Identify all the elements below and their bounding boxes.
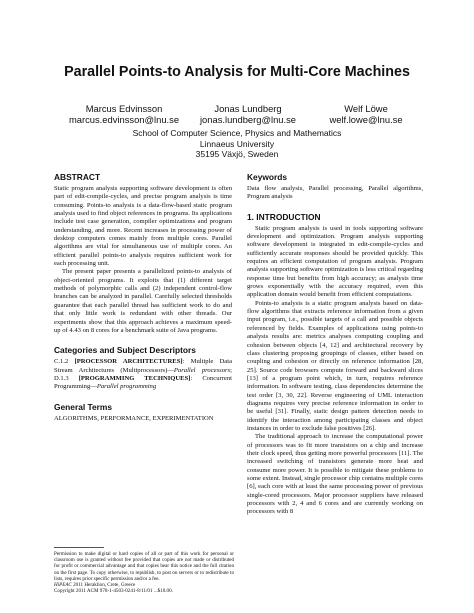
- ccs-class: [PROCESSOR ARCHITECTURES]: [74, 358, 183, 366]
- general-terms-heading: General Terms: [54, 401, 113, 412]
- ccs-text: : Multiple Data Stream Architectures (Multiprocessors)—: [54, 358, 232, 374]
- ccs-code: ; D.1.3: [54, 366, 232, 382]
- permission-text: Permission to make digital or hard copies of all or part of this work for personal or classroom use is granted without fee provided that copies are not made or distributed for profit or commercial advantage and that copies bear this notice and the full citation on the first page. To copy otherwise, to republish, to post on servers or to redistribute to lists, requires prior specific permission and/or a fee.: [54, 551, 234, 582]
- author-block: [296, 103, 436, 125]
- right-column: [247, 172, 423, 517]
- footnote-divider: [54, 547, 104, 548]
- introduction-paragraph: The traditional approach to increase the computational power of processors was to fit more transistors on a chip and increase their clock speed, thus getting more powerful processors [11]. The increased switching of transistors generate more heat and consume more power. It is possible to mitigate these problems to some extent. Instead, single processor chip contains multiple cores [6], each core with at least the same processing power of previous single-cored processors. Major processor suppliers have released processors with 2, 4 and 6 cores and are currently working on processors with 8: [247, 433, 423, 516]
- author-email: welf.lowe@lnu.se: [329, 114, 403, 125]
- affiliation-university: Linnaeus University: [199, 138, 275, 149]
- venue-name: HiPEAC: [54, 582, 72, 589]
- venue-details: 2011 Heraklion, Crete, Greece: [71, 582, 136, 589]
- introduction-heading: 1. INTRODUCTION: [247, 211, 321, 222]
- copyright-line: Copyright 2011 ACM 978-1-4503-0241-8/11/01 ...$10.00.: [54, 588, 173, 595]
- categories-heading: Categories and Subject Descriptors: [54, 345, 196, 356]
- author-email: jonas.lundberg@lnu.se: [199, 114, 297, 125]
- introduction-paragraph: Static program analysis is used in tools supporting software development and optimization. Program analysis supporting software development is integrated in edit-compile-cycles and sufficiently accurate responses should be provided quickly. This requires an efficient computation of program analysis. Program analysis supporting software optimization is less critical regarding response time but benefits from high accuracy; as analysis time grows exponentially with the accuracy required, even this application domain would benefit from efficient computations.: [247, 224, 423, 299]
- ccs-class: [PROGRAMMING TECHNIQUES]: [78, 374, 191, 382]
- categories-text: [54, 358, 232, 391]
- author-name: Welf Löwe: [344, 103, 388, 114]
- permission-notice: [54, 551, 234, 594]
- affiliation-school: School of Computer Science, Physics and Mathematics: [132, 128, 342, 138]
- general-terms-text: ALGORITHMS, PERFORMANCE, EXPERIMENTATION: [54, 414, 214, 422]
- ccs-term: Parallel programming: [96, 383, 157, 391]
- paper-title: Parallel Points-to Analysis for Multi-Core Machines: [64, 64, 410, 80]
- author-name: Marcus Edvinsson: [85, 103, 163, 114]
- affiliation: [0, 128, 474, 160]
- author-name: Jonas Lundberg: [214, 103, 282, 114]
- affiliation-address: 35195 Växjö, Sweden: [195, 149, 279, 159]
- ccs-term: Parallel processors: [173, 366, 231, 374]
- keywords-text: Data flow analysis, Parallel processing, Parallel algorithms, Program analysis: [247, 185, 423, 201]
- ccs-text: : Concurrent Programming—: [54, 374, 232, 391]
- introduction-paragraph: Points-to analysis is a static program analysis based on data-flow algorithms that extracts reference information from a given input program, i.e., possible targets of a call and possible objects referenced by fields. Examples of applications using points-to analysis results are: metrics analyses computing coupling and cohesion between objects [4, 12] and architectural recovery by class clustering proposing groupings of classes, either based on coupling and cohesion or directly on reference information [28, 25]. Source code browsers compute forward and backward slices [13] of a program point which, in turn, requires reference information. In software testing, class dependencies determine the test order [3, 30, 22]. Reverse engineering of UML interaction diagrams requires very precise reference information in order to be useful [31]. Finally, static design pattern detection needs to identify the interaction among participating classes and object instances in order to exclude false positives [26].: [247, 299, 423, 432]
- author-email: marcus.edvinsson@lnu.se: [68, 114, 180, 125]
- abstract-paragraph: The present paper presents a parallelized points-to analysis of object-oriented programs. It exploits that (1) different target methods of polymorphic calls and (2) independent control-flow branches can be analyzed in parallel. Carefully selected thresholds guarantee that each parallel thread has sufficient work to do and that only little work is redundant with other threads. Our experiments show that this approach achieves a maximum speed-up of 4.43 on 8 cores for a benchmark suite of Java programs.: [54, 268, 232, 334]
- ccs-code: C.1.2: [54, 358, 75, 366]
- abstract-paragraph: Static program analysis supporting software development is often part of edit-compile-cycles, and precise program analysis is time consuming. Points-to analysis is a data-flow-based static program analysis used to find object references in programs. Its applications include test case generation, compiler optimizations and program understanding, and more. Recent increases in processing power of desktop computers comes mainly from multiple cores. Parallel algorithms are vital for simultaneous use of multiple cores. An efficient parallel points-to analysis requires sufficient work for each processing unit.: [54, 185, 232, 268]
- abstract-heading: ABSTRACT: [54, 172, 101, 182]
- keywords-heading: Keywords: [247, 172, 288, 182]
- left-column: [54, 172, 232, 423]
